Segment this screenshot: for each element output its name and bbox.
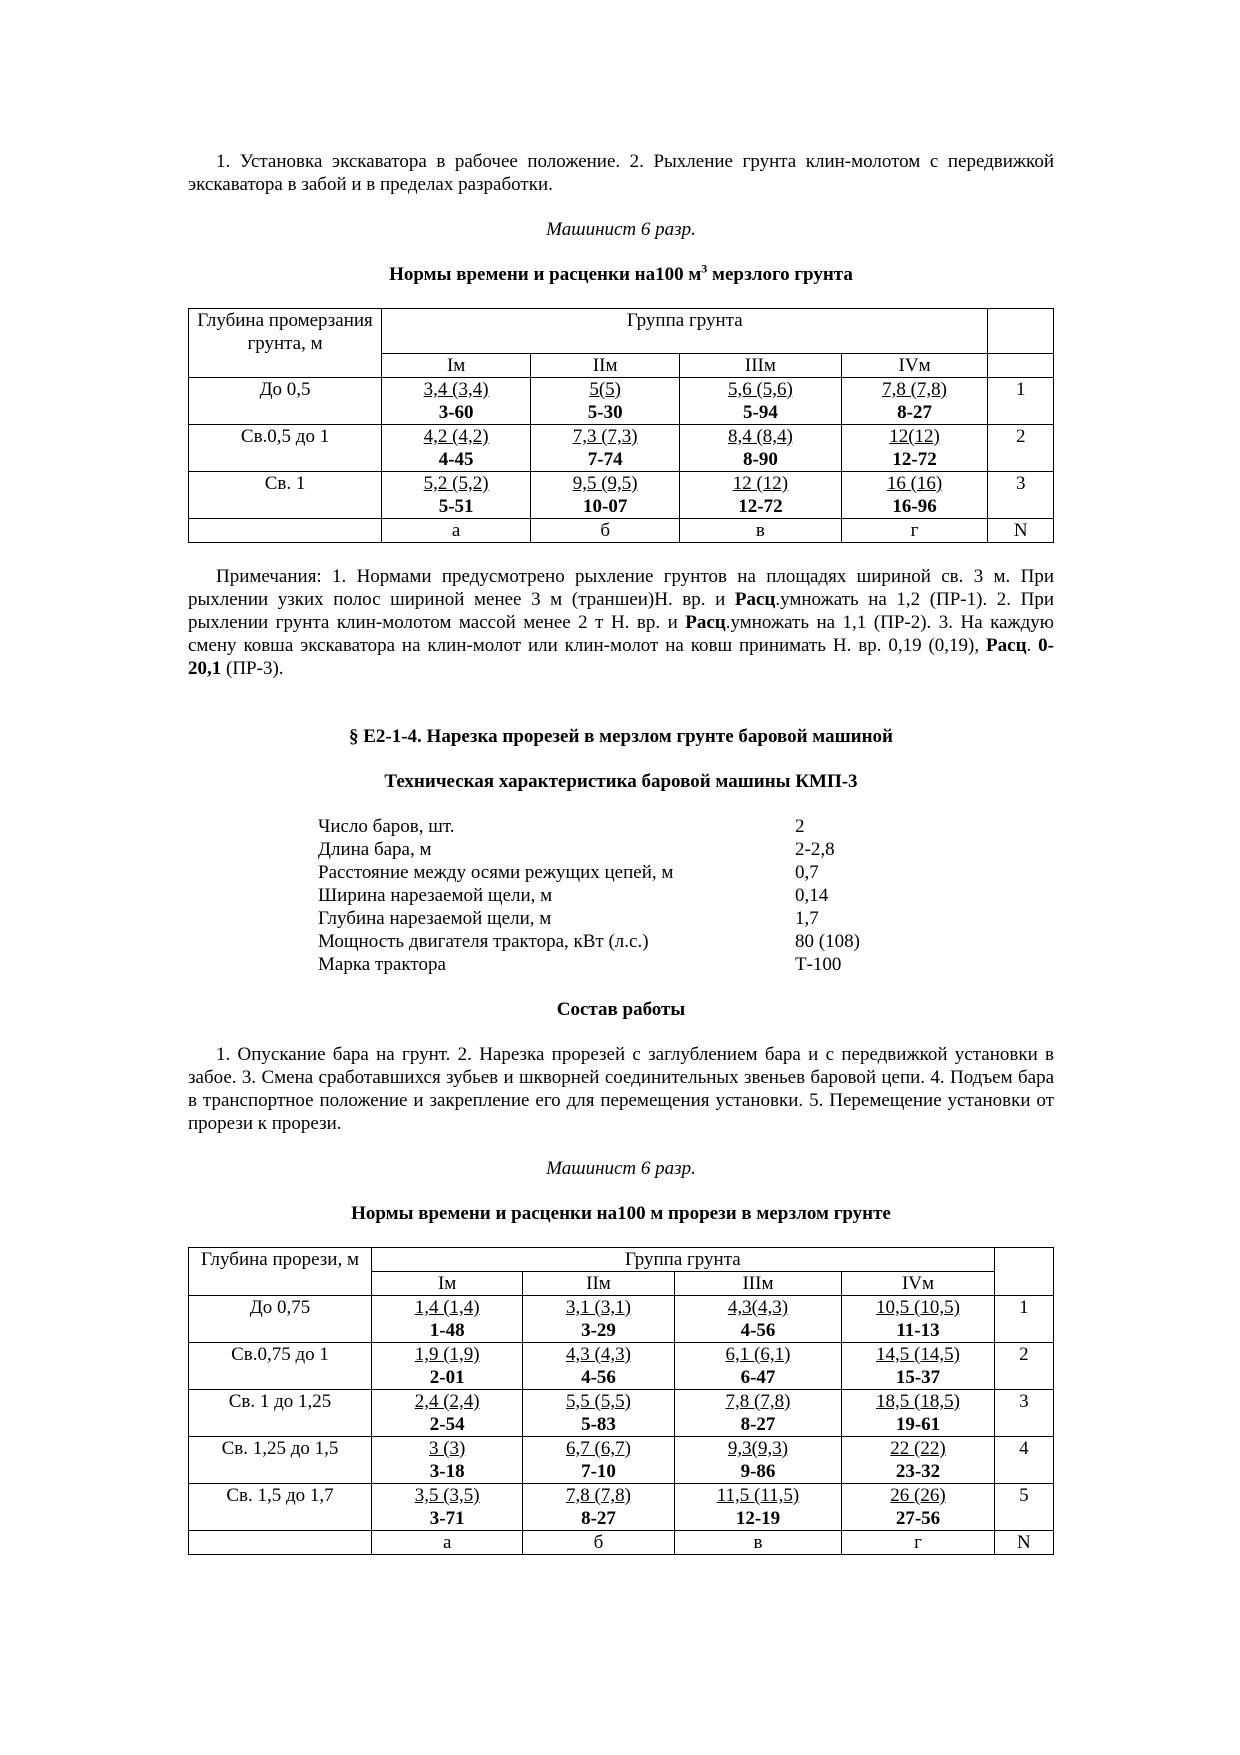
table1-title-tail: мерзлого грунта (707, 264, 853, 285)
norm-cell (674, 1437, 842, 1484)
footer-label: N (988, 519, 1054, 543)
depth-cell: Св.0,75 до 1 (189, 1343, 372, 1390)
note-text: Примечания: 1. Нормами предусмотрено рыхление грунтов на площадях шириной св. 3 м. При рыхлении узких полос шириной менее 3 м (траншеи)Н. вр. и (188, 566, 1054, 610)
norm-rate: 8-27 (581, 1508, 616, 1529)
norm-time: 12(12) (889, 426, 940, 447)
norm-cell (842, 1484, 994, 1531)
row-number: 5 (994, 1484, 1053, 1531)
document-page (188, 150, 1054, 1555)
depth-cell: Св.0,5 до 1 (189, 425, 382, 472)
table-header-row (189, 1248, 1054, 1272)
header-group: Группа грунта (372, 1248, 995, 1272)
spec-key: Число баров, шт. (318, 816, 455, 837)
norm-rate: 12-19 (735, 1508, 781, 1529)
norm-rate: 3-71 (429, 1508, 465, 1529)
note-rasc: Расц (734, 589, 776, 610)
norm-cell (842, 1437, 994, 1484)
norm-time: 5(5) (589, 379, 621, 400)
spec-key: Длина бара, м (318, 839, 432, 860)
spec-key: Мощность двигателя трактора, кВт (л.с.) (318, 931, 649, 952)
norm-rate: 1-48 (429, 1320, 465, 1341)
norm-time: 5,6 (5,6) (727, 379, 793, 400)
norm-cell (841, 472, 988, 519)
norm-rate: 5-83 (581, 1414, 616, 1435)
header-group: Группа грунта (382, 309, 988, 354)
note-text: (ПР-3). (221, 658, 284, 679)
spec-key: Марка трактора (318, 954, 446, 975)
norm-time: 11,5 (11,5) (716, 1485, 800, 1506)
spec-value: 1,7 (795, 908, 819, 929)
row-number: 4 (994, 1437, 1053, 1484)
table1-title (188, 263, 1054, 286)
norm-cell (841, 425, 988, 472)
table-row (189, 472, 1054, 519)
norm-cell (531, 472, 680, 519)
spec-key: Ширина нарезаемой щели, м (318, 885, 553, 906)
norm-rate: 11-13 (896, 1320, 940, 1341)
norm-cell (531, 378, 680, 425)
norm-rate: 5-30 (587, 402, 623, 423)
norm-rate: 15-37 (895, 1367, 941, 1388)
norm-rate: 8-27 (740, 1414, 776, 1435)
spec-row (318, 838, 918, 861)
norm-rate: 19-61 (895, 1414, 941, 1435)
col-header: IIIм (674, 1272, 842, 1296)
col-header: Iм (382, 354, 531, 378)
norm-time: 8,4 (8,4) (727, 426, 793, 447)
table-footer-row (189, 1531, 1054, 1555)
col-header: IIм (531, 354, 680, 378)
norm-rate: 8-90 (743, 449, 778, 470)
norm-time: 7,3 (7,3) (572, 426, 638, 447)
norm-rate: 4-56 (581, 1367, 616, 1388)
norm-time: 18,5 (18,5) (876, 1391, 960, 1412)
norm-time: 2,4 (2,4) (414, 1391, 480, 1412)
footer-label: б (523, 1531, 674, 1555)
norm-cell (674, 1484, 842, 1531)
norm-time: 14,5 (14,5) (876, 1344, 960, 1365)
norm-rate: 8-27 (897, 402, 932, 423)
spec-value: 0,14 (795, 885, 829, 906)
norm-rate: 7-10 (581, 1461, 616, 1482)
note-rasc: Расц (986, 635, 1027, 656)
depth-cell: Св. 1,5 до 1,7 (189, 1484, 372, 1531)
note-rasc-value: 0-20,1 (188, 635, 1054, 679)
table-row (189, 1343, 1054, 1390)
table-header-row (189, 309, 1054, 354)
norm-cell (372, 1343, 523, 1390)
norms-table-2 (188, 1247, 1054, 1555)
norm-time: 3,5 (3,5) (414, 1485, 480, 1506)
row-number: 2 (988, 425, 1054, 472)
table1-title-sup: 3 (701, 261, 708, 276)
col-header-empty (988, 354, 1054, 378)
norm-time: 1,4 (1,4) (414, 1297, 480, 1318)
spec-value: 80 (108) (795, 931, 860, 952)
table-row (189, 1296, 1054, 1343)
operator-grade-1: Машинист 6 разр. (546, 219, 696, 240)
norm-cell (382, 425, 531, 472)
header-depth: Глубина промерзания грунта, м (189, 309, 382, 378)
header-empty (988, 309, 1054, 354)
norm-rate: 4-56 (740, 1320, 776, 1341)
norm-time: 26 (26) (890, 1485, 946, 1506)
norm-rate: 27-56 (895, 1508, 941, 1529)
depth-cell: Св. 1 (189, 472, 382, 519)
norm-rate: 16-96 (892, 496, 937, 517)
norm-rate: 12-72 (738, 496, 783, 517)
norm-cell (680, 425, 841, 472)
norms-table-1 (188, 308, 1054, 543)
col-header: IVм (841, 354, 988, 378)
spec-value: 0,7 (795, 862, 819, 883)
section-title: § Е2-1-4. Нарезка прорезей в мерзлом грунте баровой машиной (348, 726, 893, 747)
norm-cell (842, 1343, 994, 1390)
table-row (189, 378, 1054, 425)
norm-cell (372, 1296, 523, 1343)
norm-time: 5,5 (5,5) (566, 1391, 631, 1412)
spec-value: 2 (795, 816, 805, 837)
notes-paragraph (188, 565, 1054, 680)
norm-rate: 6-47 (740, 1367, 776, 1388)
norm-cell (372, 1484, 523, 1531)
norm-time: 5,2 (5,2) (423, 473, 489, 494)
footer-empty (189, 1531, 372, 1555)
norm-cell (531, 425, 680, 472)
norm-cell (382, 378, 531, 425)
spec-row (318, 907, 918, 930)
norm-rate: 9-86 (740, 1461, 776, 1482)
norm-rate: 3-29 (581, 1320, 616, 1341)
depth-cell: Св. 1,25 до 1,5 (189, 1437, 372, 1484)
footer-label: а (372, 1531, 523, 1555)
norm-time: 9,5 (9,5) (572, 473, 638, 494)
spec-title: Техническая характеристика баровой машины КМП-3 (384, 771, 858, 792)
table2-title: Нормы времени и расценки на100 м прорези в мерзлом грунте (351, 1203, 891, 1224)
footer-empty (189, 519, 382, 543)
norm-time: 22 (22) (890, 1438, 946, 1459)
norm-cell (372, 1437, 523, 1484)
norm-rate: 3-18 (429, 1461, 465, 1482)
norm-rate: 4-45 (438, 449, 474, 470)
depth-cell: До 0,5 (189, 378, 382, 425)
norm-time: 10,5 (10,5) (876, 1297, 960, 1318)
norm-rate: 12-72 (892, 449, 937, 470)
footer-label: б (531, 519, 680, 543)
col-header: IIм (523, 1272, 674, 1296)
norm-time: 6,1 (6,1) (725, 1344, 791, 1365)
norm-cell (680, 378, 841, 425)
note-text: . (1026, 635, 1039, 656)
note-text: .умножать на 1,2 (ПР-1). 2. При рыхлении грунта клин-молотом массой менее 2 т Н. вр. и (188, 589, 1055, 633)
footer-label: а (382, 519, 531, 543)
footer-label: в (680, 519, 841, 543)
table-row (189, 1484, 1054, 1531)
norm-rate: 2-01 (429, 1367, 465, 1388)
spec-value: Т-100 (795, 954, 842, 975)
intro-paragraph: 1. Установка экскаватора в рабочее положение. 2. Рыхление грунта клин-молотом с передвижкой экскаватора в забой и в пределах разработки. (188, 151, 1054, 195)
footer-label: г (842, 1531, 994, 1555)
norm-time: 9,3(9,3) (727, 1438, 789, 1459)
norm-cell (674, 1343, 842, 1390)
norm-cell (382, 472, 531, 519)
row-number: 1 (988, 378, 1054, 425)
spec-row (318, 861, 918, 884)
table-row (189, 1390, 1054, 1437)
norm-rate: 7-74 (587, 449, 623, 470)
norm-cell (523, 1390, 674, 1437)
footer-label: г (841, 519, 988, 543)
row-number: 1 (994, 1296, 1053, 1343)
table-row (189, 1437, 1054, 1484)
footer-label: N (994, 1531, 1053, 1555)
spec-row (318, 930, 918, 953)
norm-cell (372, 1390, 523, 1437)
norm-time: 12 (12) (732, 473, 789, 494)
row-number: 3 (988, 472, 1054, 519)
norm-cell (841, 378, 988, 425)
norm-rate: 5-51 (438, 496, 474, 517)
work-title: Состав работы (556, 999, 686, 1020)
norm-time: 1,9 (1,9) (414, 1344, 480, 1365)
norm-cell (842, 1390, 994, 1437)
table1-title-text: Нормы времени и расценки на100 м (389, 264, 702, 285)
norm-time: 6,7 (6,7) (566, 1438, 631, 1459)
row-number: 2 (994, 1343, 1053, 1390)
note-text: .умножать на 1,1 (ПР-2). 3. На каждую смену ковша экскаватора на клин-молот или клин-молот на ковш принимать Н. вр. 0,19 (0,19), (188, 612, 1054, 656)
norm-time: 3,4 (3,4) (423, 379, 489, 400)
norm-rate: 2-54 (429, 1414, 465, 1435)
header-depth: Глубина прорези, м (189, 1248, 372, 1296)
norm-cell (523, 1343, 674, 1390)
operator-grade-2: Машинист 6 разр. (546, 1158, 696, 1179)
depth-cell: До 0,75 (189, 1296, 372, 1343)
table-footer-row (189, 519, 1054, 543)
col-header: Iм (372, 1272, 523, 1296)
norm-cell (842, 1296, 994, 1343)
spec-key: Расстояние между осями режущих цепей, м (318, 862, 674, 883)
norm-time: 7,8 (7,8) (725, 1391, 791, 1412)
norm-cell (523, 1437, 674, 1484)
norm-time: 7,8 (7,8) (566, 1485, 631, 1506)
footer-label: в (674, 1531, 842, 1555)
norm-time: 3,1 (3,1) (566, 1297, 631, 1318)
norm-rate: 23-32 (895, 1461, 941, 1482)
spec-row (318, 953, 918, 976)
spec-list (318, 815, 918, 976)
depth-cell: Св. 1 до 1,25 (189, 1390, 372, 1437)
norm-time: 4,3(4,3) (727, 1297, 789, 1318)
spec-row (318, 815, 918, 838)
spec-row (318, 884, 918, 907)
norm-time: 4,3 (4,3) (566, 1344, 631, 1365)
note-rasc: Расц (685, 612, 726, 633)
norm-time: 16 (16) (886, 473, 943, 494)
norm-time: 3 (3) (428, 1438, 466, 1459)
spec-value: 2-2,8 (795, 839, 835, 860)
col-header: IIIм (680, 354, 841, 378)
norm-cell (674, 1296, 842, 1343)
norm-cell (523, 1296, 674, 1343)
spec-key: Глубина нарезаемой щели, м (318, 908, 552, 929)
norm-cell (674, 1390, 842, 1437)
norm-rate: 3-60 (438, 402, 474, 423)
norm-cell (680, 472, 841, 519)
norm-time: 4,2 (4,2) (423, 426, 489, 447)
work-paragraph: 1. Опускание бара на грунт. 2. Нарезка прорезей с заглублением бара и с передвижкой установки в забое. 3. Смена сработавшихся зубьев и шкворней соединительных звеньев баровой цепи. 4. Подъем бара в транспортное положение и закрепление его для перемещения установки. 5. Перемещение установки от прорези к прорези. (188, 1044, 1054, 1134)
table-row (189, 425, 1054, 472)
norm-time: 7,8 (7,8) (882, 379, 947, 400)
norm-cell (523, 1484, 674, 1531)
col-header: IVм (842, 1272, 994, 1296)
norm-rate: 10-07 (583, 496, 628, 517)
norm-rate: 5-94 (743, 402, 778, 423)
row-number: 3 (994, 1390, 1053, 1437)
header-empty (994, 1248, 1053, 1296)
